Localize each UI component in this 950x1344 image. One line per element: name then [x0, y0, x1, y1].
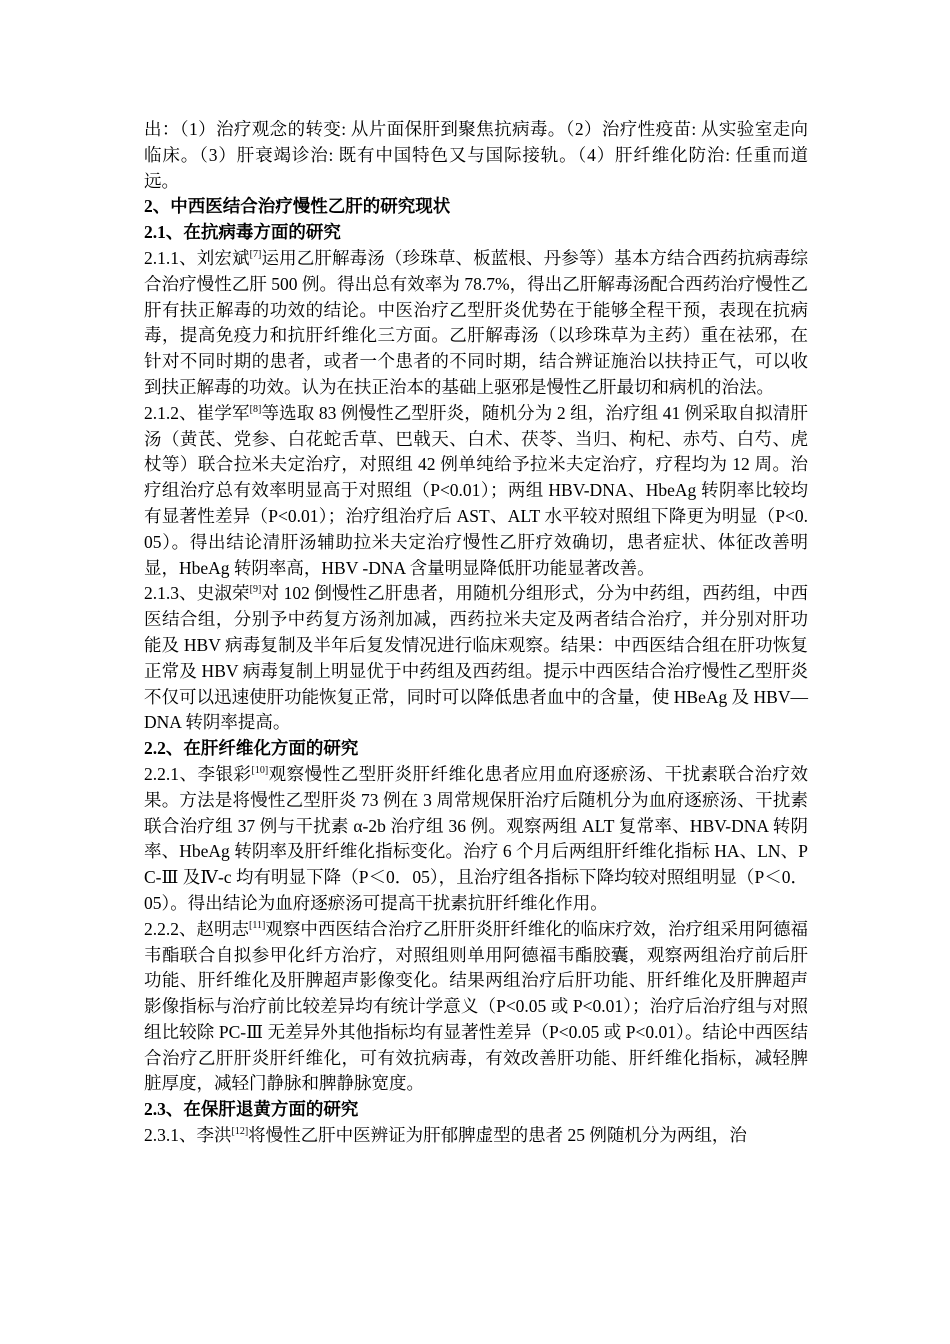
paragraph-body: 观察慢性乙型肝炎肝纤维化患者应用血府逐瘀汤、干扰素联合治疗效果。方法是将慢性乙型肝炎 73 例在 3 周常规保肝治疗后随机分为血府逐瘀汤、干扰素联合治疗组 37 例与干扰素 α-2b 治疗组 36 例。观察两组 ALT 复常率、HBV-DNA 转阴率、HbeAg 转阴率及肝纤维化指标变化。治疗 6 个月后两组肝纤维化指标 HA、LN、PC-Ⅲ 及Ⅳ-c 均有明显下降（P＜0．05），且治疗组各指标下降均较对照组明显（P＜0．05）。得出结论为血府逐瘀汤可提高干扰素抗肝纤维化作用。	[144, 763, 809, 913]
paragraph-lead: 2.1.2、崔学军	[144, 402, 250, 423]
paragraph-2-1-1	[144, 246, 808, 401]
citation-ref: [9]	[249, 584, 262, 596]
citation-ref: [11]	[249, 919, 266, 931]
paragraph-body: 将慢性乙肝中医辨证为肝郁脾虚型的患者 25 例随机分为两组，治	[248, 1125, 747, 1146]
citation-ref: [7]	[249, 248, 262, 260]
citation-ref: [8]	[249, 403, 262, 415]
subsection-heading-2-2: 2.2、在肝纤维化方面的研究	[144, 738, 359, 759]
paragraph-body: 对 102 倒慢性乙肝患者，用随机分组形式，分为中药组，西药组，中西医结合组，分别予中药复方汤剂加减，西药拉米夫定及两者结合治疗，并分别对肝功能及 HBV 病毒复制及半年后复发情况进行临床观察。结果：中西医结合组在肝功恢复正常及 HBV 病毒复制上明显优于中药组及西药组。提示中西医结合治疗慢性乙型肝炎不仅可以迅速使肝功能恢复正常，同时可以降低患者血中的含量，使 HBeAg 及 HBV—DNA 转阴率提高。	[144, 583, 808, 733]
paragraph-lead: 2.1.3、史淑荣	[144, 583, 250, 604]
paragraph-2-1-3	[144, 581, 808, 736]
paragraph-2-2-1	[144, 762, 808, 917]
paragraph-2-2-2	[144, 917, 808, 1098]
subsection-heading-2-3: 2.3、在保肝退黄方面的研究	[144, 1099, 359, 1120]
section-heading-2: 2、中西医结合治疗慢性乙肝的研究现状	[144, 196, 451, 217]
paragraph-2-3-1	[144, 1123, 808, 1149]
document-page	[144, 117, 808, 1149]
intro-paragraph: 出：（1）治疗观念的转变: 从片面保肝到聚焦抗病毒。（2）治疗性疫苗: 从实验室走向临床。（3）肝衰竭诊治: 既有中国特色又与国际接轨。（4）肝纤维化防治: 任重而道远。	[144, 119, 808, 191]
citation-ref: [10]	[251, 764, 269, 776]
paragraph-body: 运用乙肝解毒汤（珍珠草、板蓝根、丹参等）基本方结合西药抗病毒综合治疗慢性乙肝 500 例。得出总有效率为 78.7%，得出乙肝解毒汤配合西药治疗慢性乙肝有扶正解毒的功效的结论。中医治疗乙型肝炎优势在于能够全程干预，表现在抗病毒，提高免疫力和抗肝纤维化三方面。乙肝解毒汤（以珍珠草为主药）重在祛邪，在针对不同时期的患者，或者一个患者的不同时期，结合辨证施治以扶持正气，可以收到扶正解毒的功效。认为在扶正治本的基础上驱邪是慢性乙肝最切和病机的治法。	[144, 247, 808, 397]
citation-ref: [12]	[231, 1126, 249, 1138]
paragraph-lead: 2.3.1、李洪	[144, 1125, 232, 1146]
paragraph-lead: 2.1.1、刘宏斌	[144, 247, 250, 268]
paragraph-body: 等选取 83 例慢性乙型肝炎，随机分为 2 组，治疗组 41 例采取自拟清肝汤（黄芪、党参、白花蛇舌草、巴戟天、白术、茯苓、当归、枸杞、赤芍、白芍、虎杖等）联合拉米夫定治疗，对照组 42 例单纯给予拉米夫定治疗，疗程均为 12 周。治疗组治疗总有效率明显高于对照组（P<0.01）；两组 HBV-DNA、HbeAg 转阴率比较均有显著性差异（P<0.01）；治疗组治疗后 AST、ALT 水平较对照组下降更为明显（P<0.05）。得出结论清肝汤辅助拉米夫定治疗慢性乙肝疗效确切，患者症状、体征改善明显，HbeAg 转阴率高，HBV -DNA 含量明显降低肝功能显著改善。	[144, 402, 809, 578]
paragraph-lead: 2.2.1、李银彩	[144, 763, 252, 784]
paragraph-lead: 2.2.2、赵明志	[144, 918, 250, 939]
paragraph-2-1-2	[144, 401, 808, 582]
subsection-heading-2-1: 2.1、在抗病毒方面的研究	[144, 222, 341, 243]
paragraph-body: 观察中西医结合治疗乙肝肝炎肝纤维化的临床疗效，治疗组采用阿德福韦酯联合自拟参甲化纤方治疗，对照组则单用阿德福韦酯胶囊，观察两组治疗前后肝功能、肝纤维化及肝脾超声影像变化。结果两组治疗后肝功能、肝纤维化及肝脾超声影像指标与治疗前比较差异均有统计学意义（P<0.05 或 P<0.01）；治疗后治疗组与对照组比较除 PC-Ⅲ 无差异外其他指标均有显著性差异（P<0.05 或 P<0.01）。结论中西医结合治疗乙肝肝炎肝纤维化，可有效抗病毒，有效改善肝功能、肝纤维化指标，减轻脾脏厚度，减轻门静脉和脾静脉宽度。	[144, 918, 809, 1094]
